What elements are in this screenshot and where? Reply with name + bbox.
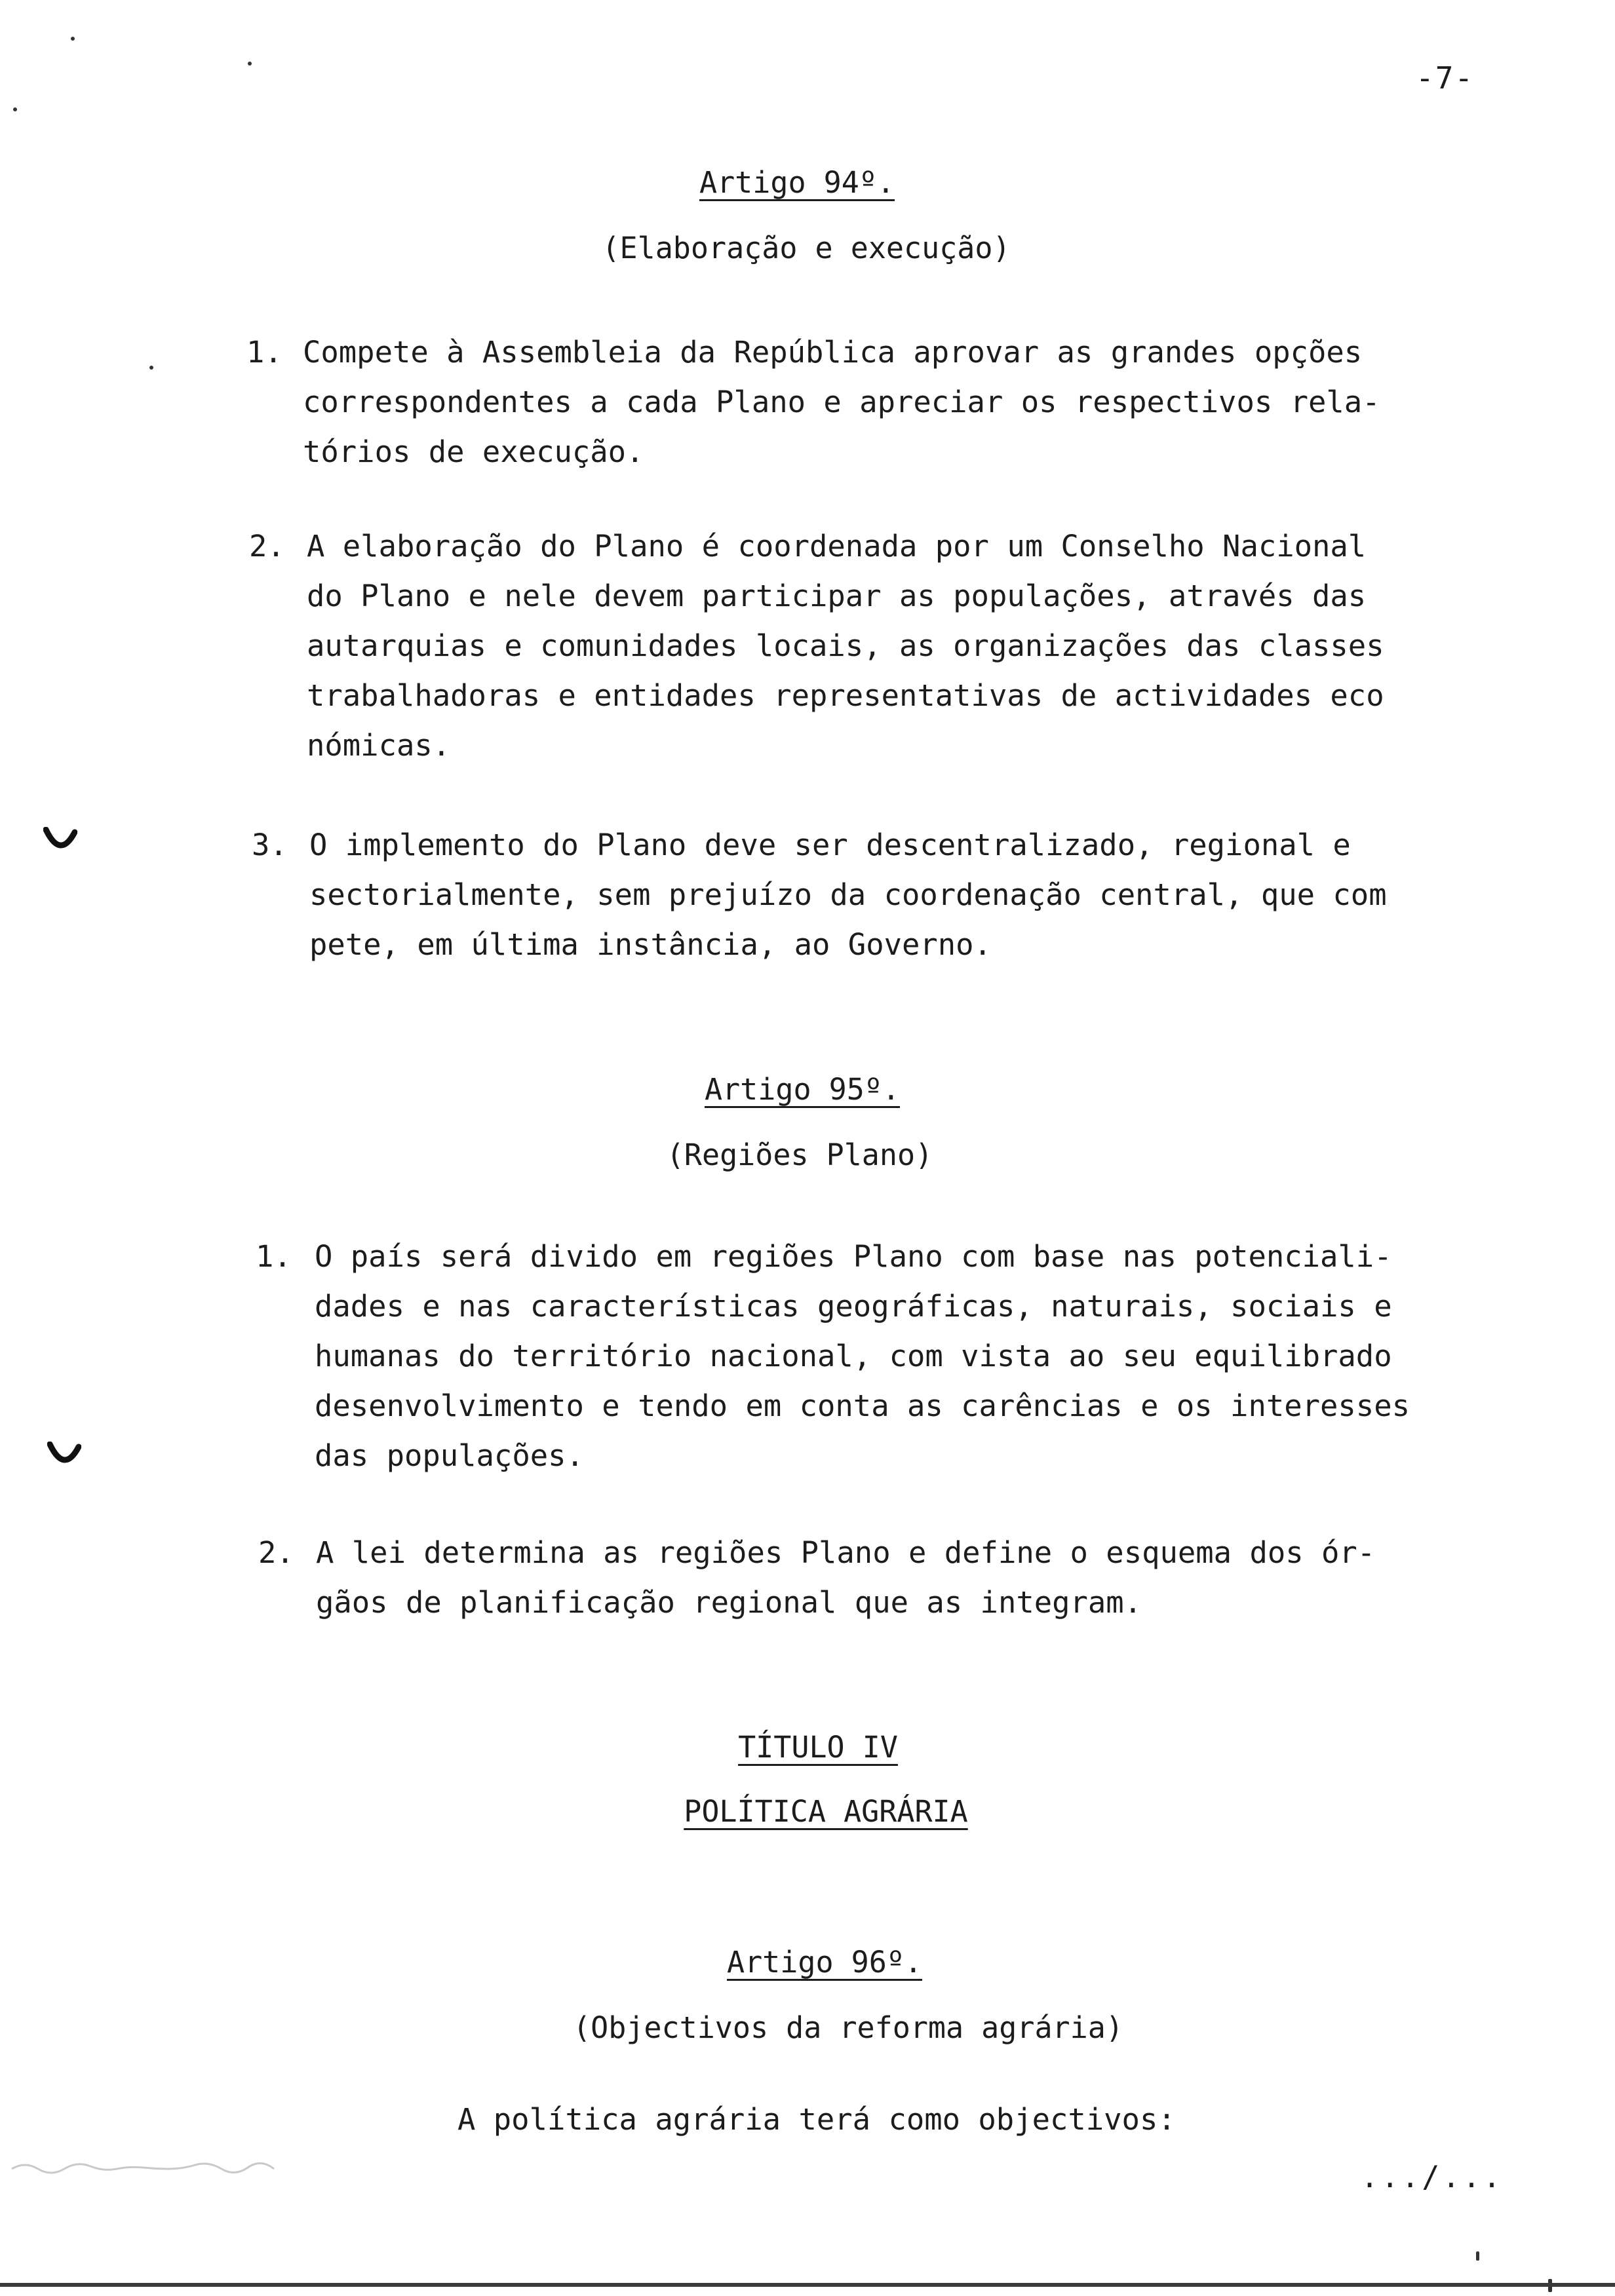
article-95-subtitle: (Regiões Plano) <box>666 1138 933 1172</box>
scan-speck <box>71 37 75 41</box>
faded-stamp-mark <box>5 2154 333 2181</box>
item-number: 1. <box>246 335 282 370</box>
article-96-heading: Artigo 96º. <box>726 1945 922 1980</box>
text-line: nómicas. <box>307 728 451 763</box>
text-line: pete, em última instância, ao Governo. <box>309 927 992 962</box>
item-text <box>316 1528 1375 1628</box>
text-line: correspondentes a cada Plano e apreciar os respectivos rela- <box>303 385 1380 419</box>
item-text <box>309 820 1387 970</box>
text-line: trabalhadoras e entidades representativas de actividades eco <box>307 678 1384 713</box>
article-94-heading: Artigo 94º. <box>699 165 895 200</box>
item-text <box>307 522 1384 771</box>
text-line: dades e nas características geográficas, naturais, sociais e <box>315 1289 1392 1324</box>
scan-speck <box>1476 2251 1479 2261</box>
article-94-subtitle: (Elaboração e execução) <box>602 231 1011 265</box>
item-number: 3. <box>252 828 288 862</box>
item-text <box>303 328 1380 477</box>
item-text <box>315 1232 1410 1481</box>
scan-speck <box>13 107 17 111</box>
text-line: A lei determina as regiões Plano e define o esquema dos ór- <box>316 1535 1376 1570</box>
text-line: do Plano e nele devem participar as populações, através das <box>307 579 1367 613</box>
text-line: O implemento do Plano deve ser descentralizado, regional e <box>309 828 1351 862</box>
page-bottom-edge <box>0 2283 1615 2287</box>
text-line: Compete à Assembleia da República aprovar as grandes opções <box>303 335 1363 370</box>
text-line: humanas do território nacional, com vista ao seu equilibrado <box>315 1339 1392 1373</box>
text-line: desenvolvimento e tendo em conta as carências e os interesses <box>315 1388 1410 1423</box>
scan-speck <box>248 62 252 66</box>
text-line: O país será divido em regiões Plano com base nas potenciali- <box>315 1239 1392 1274</box>
item-number: 2. <box>249 529 285 564</box>
article-96-intro: A política agrária terá como objectivos: <box>457 2102 1176 2137</box>
text-line: sectorialmente, sem prejuízo da coordenação central, que com <box>309 877 1387 912</box>
page-number: -7- <box>1416 60 1475 96</box>
item-number: 1. <box>256 1239 292 1274</box>
scan-speck <box>149 366 153 370</box>
continuation-mark: .../... <box>1361 2160 1504 2194</box>
binder-hole-mark <box>43 827 77 853</box>
binder-hole-mark <box>47 1442 81 1468</box>
text-line: tórios de execução. <box>303 434 644 469</box>
text-line: autarquias e comunidades locais, as organizações das classes <box>307 628 1384 663</box>
title-iv-name: POLÍTICA AGRÁRIA <box>684 1794 968 1829</box>
text-line: das populações. <box>315 1438 584 1473</box>
article-95-heading: Artigo 95º. <box>704 1072 900 1107</box>
title-iv-heading: TÍTULO IV <box>738 1730 898 1765</box>
article-96-subtitle: (Objectivos da reforma agrária) <box>573 2010 1123 2045</box>
text-line: A elaboração do Plano é coordenada por um Conselho Nacional <box>307 529 1367 564</box>
item-number: 2. <box>258 1535 294 1570</box>
text-line: gãos de planificação regional que as integram. <box>316 1585 1142 1620</box>
